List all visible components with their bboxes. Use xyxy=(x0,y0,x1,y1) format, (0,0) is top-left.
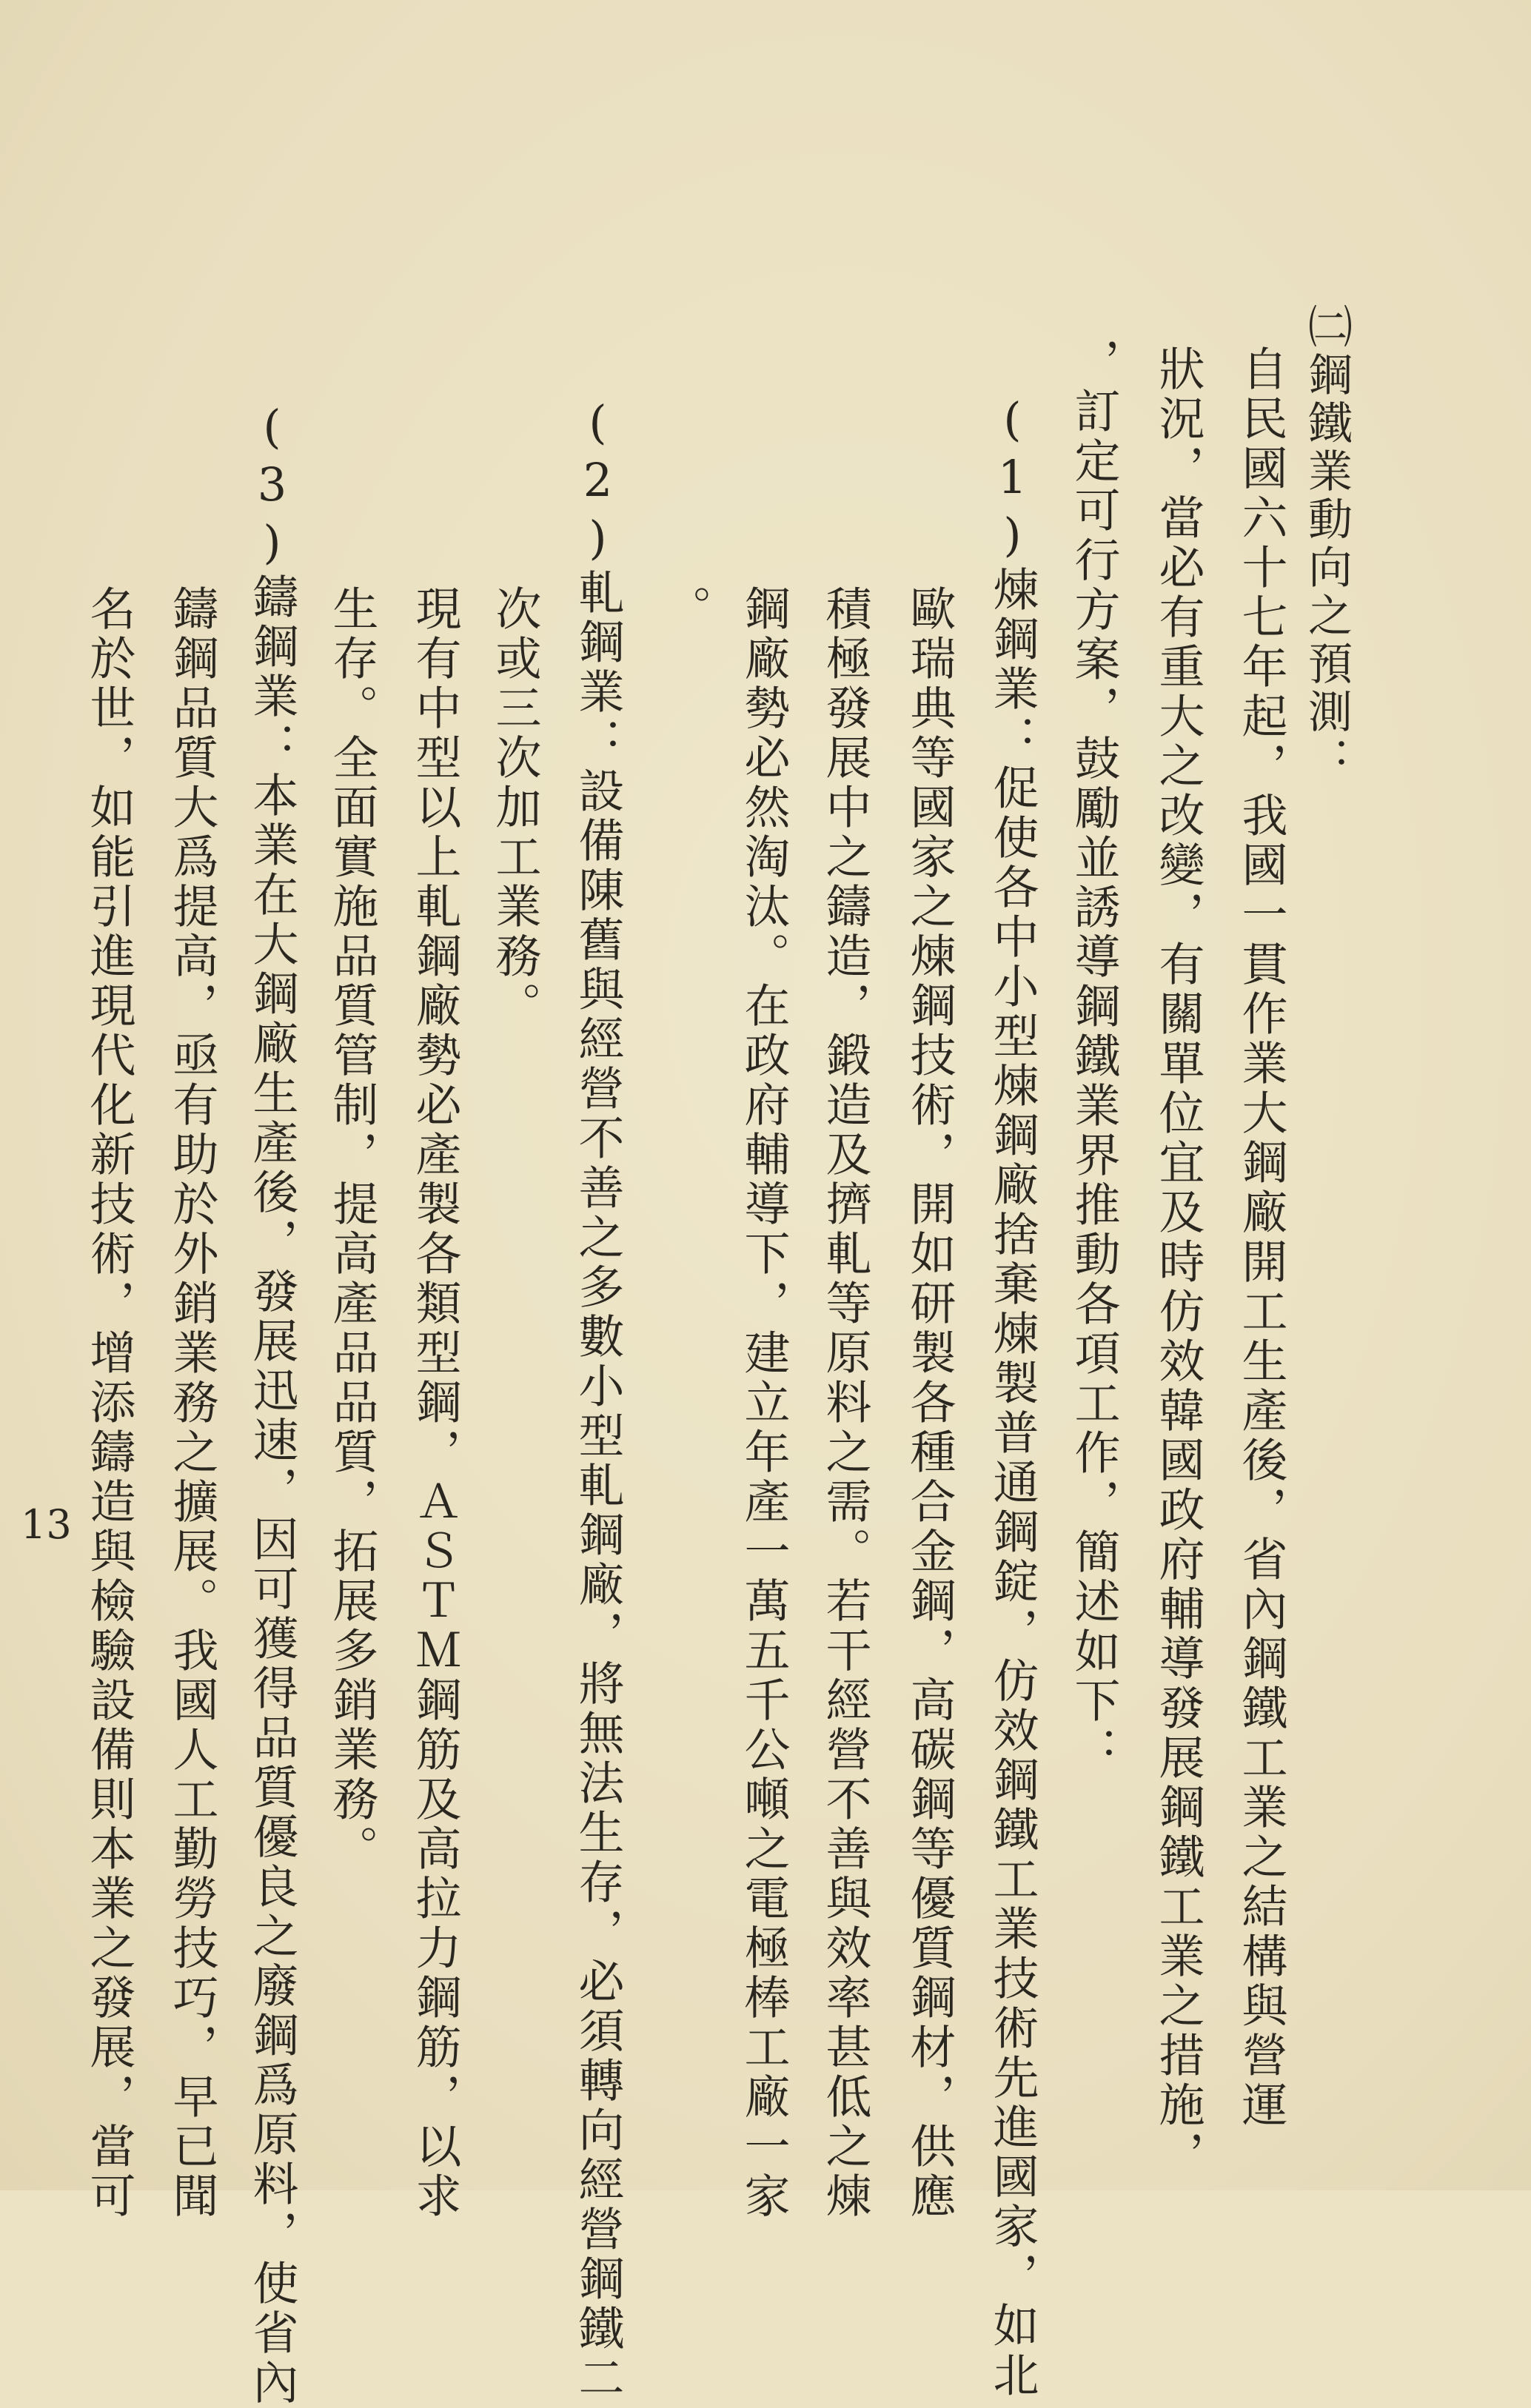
text-column: (2)軋鋼業：設備陳舊與經營不善之多數小型軋鋼廠，將無法生存，必須轉向經營鋼鐵二 xyxy=(571,395,625,2404)
text-column: (3)鑄鋼業：本業在大鋼廠生產後，發展迅速，因可獲得品質優良之廢鋼爲原料，使省內 xyxy=(245,400,299,2408)
text-column: 名於世，如能引進現代化新技術，增添鑄造與檢驗設備則本業之發展，當可 xyxy=(82,585,136,2221)
text-column: 積極發展中之鑄造，鍛造及擠軋等原料之需。若干經營不善與效率甚低之煉 xyxy=(818,585,872,2221)
text-column: 鑄鋼品質大爲提高，亟有助於外銷業務之擴展。我國人工勤勞技巧，早已聞 xyxy=(165,585,219,2221)
text-column: 自民國六十七年起，我國一貫作業大鋼廠開工生產後，省內鋼鐵工業之結構與營運 xyxy=(1234,345,1288,2130)
text-column: 。 xyxy=(658,585,712,634)
text-column: ，訂定可行方案，鼓勵並誘導鋼鐵業界推動各項工作，簡述如下： xyxy=(1067,338,1121,1776)
show-through-text xyxy=(1392,281,1434,873)
text-column: 次或三次加工業務。 xyxy=(488,585,542,1031)
text-column: (1)煉鋼業：促使各中小型煉鋼廠捨棄煉製普通鋼錠，仿效鋼鐵工業技術先進國家，如北 xyxy=(985,392,1039,2401)
page-number: 13 xyxy=(21,1501,72,1548)
text-column: 生存。全面實施品質管制，提高產品品質，拓展多銷業務。 xyxy=(325,585,379,1874)
text-column: 鋼廠勢必然淘汰。在政府輔導下，建立年產一萬五千公噸之電極棒工廠一家 xyxy=(737,585,791,2221)
text-column: 歐瑞典等國家之煉鋼技術，開如研製各種合金鋼，高碳鋼等優質鋼材，供應 xyxy=(902,585,957,2221)
text-column: 狀況，當必有重大之改變，有關單位宜及時仿效韓國政府輔導發展鋼鐵工業之措施， xyxy=(1151,345,1205,2180)
text-column: 現有中型以上軋鋼廠勢必產製各類型鋼，ＡＳＴＭ鋼筋及高拉力鋼筋，以求 xyxy=(408,585,462,2221)
section-heading: ㈡鋼鐵業動向之預測： xyxy=(1301,303,1353,785)
